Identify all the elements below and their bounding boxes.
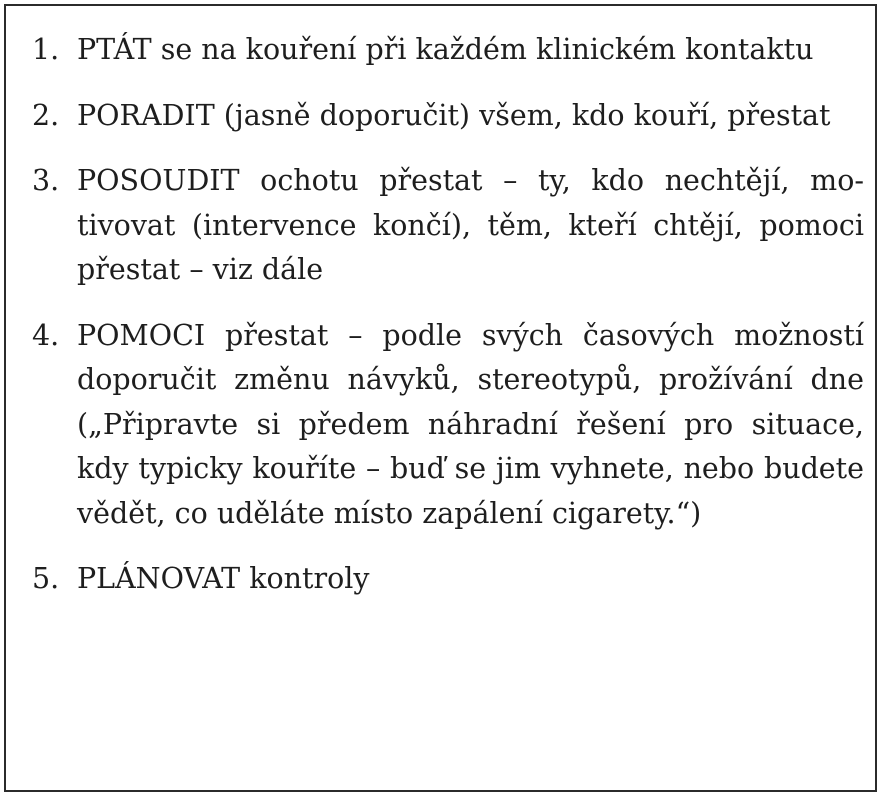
list-item-2 <box>32 94 864 139</box>
steps-list <box>32 28 864 602</box>
recommendations-box <box>4 4 877 792</box>
item-text: PORADIT (jasně doporučit) všem, kdo kouří, přestat <box>77 98 831 132</box>
item-text: PTÁT se na kouření při každém klinickém kontaktu <box>77 33 814 66</box>
list-item-3 <box>32 159 864 293</box>
item-text: PLÁNOVAT kontroly <box>77 562 370 595</box>
item-text: POMOCI přestat – podle svých časových možností doporučit změnu návyků, stereotypů, prožívání dne („Připravte si předem náhradní řešení pro situace, kdy typicky kouříte – buď se jim vyhnete, nebo budete vědět, co uděláte místo zapálení cigarety.“) <box>77 318 864 530</box>
item-number: 3. <box>32 164 60 197</box>
item-text: POSOUDIT ochotu přestat – ty, kdo nechtějí, motivovat (intervence končí), těm, kteří chtějí, pomoci přestat – viz dále <box>77 164 864 286</box>
item-number: 4. <box>32 318 60 352</box>
list-item-4 <box>32 314 864 537</box>
item-number: 1. <box>32 33 60 66</box>
item-number: 2. <box>32 98 60 132</box>
list-item-5 <box>32 557 864 602</box>
item-number: 5. <box>32 562 60 595</box>
list-item-1 <box>32 28 864 73</box>
